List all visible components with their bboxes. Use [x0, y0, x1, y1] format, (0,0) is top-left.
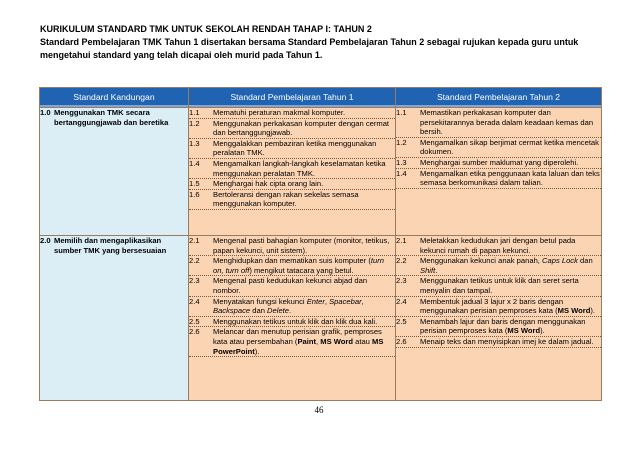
learning-standard-item: [189, 297, 395, 317]
item-text: Mengenal pasti bahagian komputer (monitor, tetikus, papan kekunci, unit sistem).: [213, 236, 390, 255]
learning-standard-item: [396, 297, 601, 317]
standard-kandungan-cell: [40, 236, 189, 401]
emphasized-term: MS Word: [557, 306, 591, 316]
item-text: Mengenal pasti kedudukan kekunci abjad dan nombor.: [213, 276, 368, 295]
table-row: [40, 236, 602, 401]
item-number: 1.5: [189, 179, 200, 189]
item-text: Menggunakan perkakasan komputer dengan cermat dan bertanggungjawab.: [213, 118, 390, 138]
item-number: 1.1: [396, 108, 407, 117]
tahun-2-cell: [396, 236, 602, 401]
emphasized-term: Enter: [306, 296, 325, 306]
learning-standard-item: [396, 108, 601, 138]
tahun-1-cell: [189, 108, 396, 236]
item-text: Melancar dan menutup perisian grafik, pemproses kata atau persembahan (Paint, MS Word atau MS PowerPoint).: [213, 327, 384, 356]
item-number: 2.4: [396, 296, 407, 306]
column-header-tahun-2: Standard Pembelajaran Tahun 2: [396, 88, 602, 108]
column-header-standard-kandungan: Standard Kandungan: [40, 88, 189, 108]
item-number: 2.2: [189, 256, 200, 266]
learning-standard-item: [189, 179, 395, 190]
item-number: 2.5: [189, 316, 200, 326]
header-title: KURIKULUM STANDARD TMK UNTUK SEKOLAH RENDAH TAHAP I: TAHUN 2: [40, 24, 372, 34]
item-number: 2.4: [189, 296, 200, 306]
emphasized-term: Delete: [267, 306, 289, 316]
tahun-2-cell: [396, 108, 602, 236]
emphasized-term: MS Word: [507, 326, 541, 336]
item-number: 1.2: [189, 118, 200, 128]
learning-standard-item: [396, 138, 601, 158]
item-text: Menghargai hak cipta orang lain.: [213, 179, 324, 189]
learning-standard-item: [189, 108, 395, 119]
header-description-line1: Standard Pembelajaran TMK Tahun 1 disertakan bersama Standard Pembelajaran Tahun 2 sebagai rujukan kepada guru untuk: [40, 37, 579, 47]
item-number: 2.1: [396, 236, 407, 245]
learning-standard-item: [189, 159, 395, 179]
learning-standard-item: [189, 236, 395, 256]
learning-standard-item: [189, 317, 395, 328]
learning-standard-item: [189, 119, 395, 139]
item-text: Menggunakan tetikus untuk klik dan seret serta menyalin dan tampal.: [420, 276, 579, 295]
standard-text: Memilih dan mengaplikasikan sumber TMK yang bersesuaian: [54, 236, 167, 255]
learning-standard-item: [396, 169, 601, 189]
table-row: [40, 108, 602, 236]
item-number: 1.2: [396, 137, 407, 147]
item-text: Menaip teks dan menyisipkan imej ke dalam jadual.: [420, 336, 594, 346]
item-text: Membentuk jadual 3 lajur x 2 baris dengan menggunakan perisian pemproses kata (MS Word).: [420, 296, 596, 316]
learning-standard-item: [396, 236, 601, 256]
item-text: Mengamalkan etika penggunaan kata laluan dan teks semasa berkomunikasi dalam talian.: [420, 168, 600, 188]
item-number: 1.3: [396, 157, 407, 167]
page-number: 46: [314, 405, 324, 415]
standard-number: 1.0: [40, 108, 51, 117]
emphasized-term: MS Word: [320, 336, 354, 346]
item-text: Menggunakan tetikus untuk klik dan klik dua kali.: [213, 316, 378, 326]
item-number: 2.2: [396, 256, 407, 266]
standard-number: 2.0: [40, 236, 51, 245]
item-text: Menggunakan kekunci anak panah, Caps Lock dan Shift.: [420, 256, 593, 275]
table-header-row: [40, 88, 602, 108]
learning-standard-item: [396, 158, 601, 169]
learning-standard-item: [189, 327, 395, 357]
tahun-1-cell: [189, 236, 396, 401]
emphasized-term: turn on, turn off: [213, 256, 384, 275]
item-text: Menyatakan fungsi kekunci Enter, Spacebar, Backspace dan Delete.: [213, 296, 364, 316]
standard-kandungan-cell: [40, 108, 189, 236]
item-text: Mengamalkan sikap berjimat cermat ketika mencetak dokumen.: [420, 137, 599, 157]
item-number: 1.4: [189, 158, 200, 168]
item-text: Menambah lajur dan baris dengan menggunakan perisian pemproses kata (MS Word).: [420, 316, 586, 336]
item-text: Mematuhi peraturan makmal komputer.: [213, 108, 346, 117]
learning-standard-item: [189, 190, 395, 210]
item-number: 2.6: [396, 336, 407, 346]
learning-standard-item: [396, 337, 601, 348]
item-number: 1.1: [189, 108, 200, 117]
learning-standard-item: [396, 256, 601, 276]
learning-standard-item: [189, 276, 395, 296]
item-text: Mengamalkan langkah-langkah keselamatan ketika menggunakan peralatan TMK.: [213, 158, 386, 178]
item-number: 2.5: [396, 316, 407, 326]
item-number: 2.3: [189, 276, 200, 286]
column-header-tahun-1: Standard Pembelajaran Tahun 1: [189, 88, 396, 108]
curriculum-table: [39, 87, 602, 401]
item-number: 1.3: [189, 138, 200, 148]
item-text: Meletakkan kedudukan jari dengan betul pada kekunci rumah di papan kekunci.: [420, 236, 576, 255]
emphasized-term: MS PowerPoint: [213, 336, 384, 356]
learning-standard-item: [189, 139, 395, 159]
header-description-line2: mengetahui standard yang telah dicapai oleh murid pada Tahun 1.: [40, 50, 323, 60]
item-number: 2.1: [189, 236, 200, 245]
learning-standard-item: [396, 317, 601, 337]
item-text: Memastikan perkakasan komputer dan persekitarannya berada dalam keadaan kemas dan bersih.: [420, 108, 594, 137]
standard-kandungan: [40, 108, 188, 127]
standard-text: Menggunakan TMK secara bertanggungjawab dan beretika: [54, 108, 169, 127]
item-number: 2.6: [189, 327, 200, 337]
item-text: Bertoleransi dengan rakan sekelas semasa menggunakan komputer.: [213, 189, 359, 209]
item-number: 1.4: [396, 168, 407, 178]
learning-standard-item: [396, 276, 601, 296]
emphasized-term: Shift: [420, 265, 436, 275]
item-text: Menggalakkan pembaziran ketika menggunakan peralatan TMK.: [213, 138, 377, 158]
item-number: 2.3: [396, 276, 407, 286]
emphasized-term: Spacebar: [329, 296, 362, 306]
emphasized-term: Backspace: [213, 306, 251, 316]
document-header: [40, 23, 610, 62]
item-text: Menghidupkan dan mematikan suis komputer (turn on, turn off) mengikut tatacara yang betul.: [213, 256, 384, 275]
learning-standard-item: [189, 256, 395, 276]
emphasized-term: Caps Lock: [542, 256, 578, 266]
standard-kandungan: [40, 236, 188, 255]
emphasized-term: Paint: [297, 336, 317, 346]
item-text: Menghargai sumber maklumat yang diperolehi.: [420, 157, 579, 167]
item-number: 1.6: [189, 189, 200, 199]
